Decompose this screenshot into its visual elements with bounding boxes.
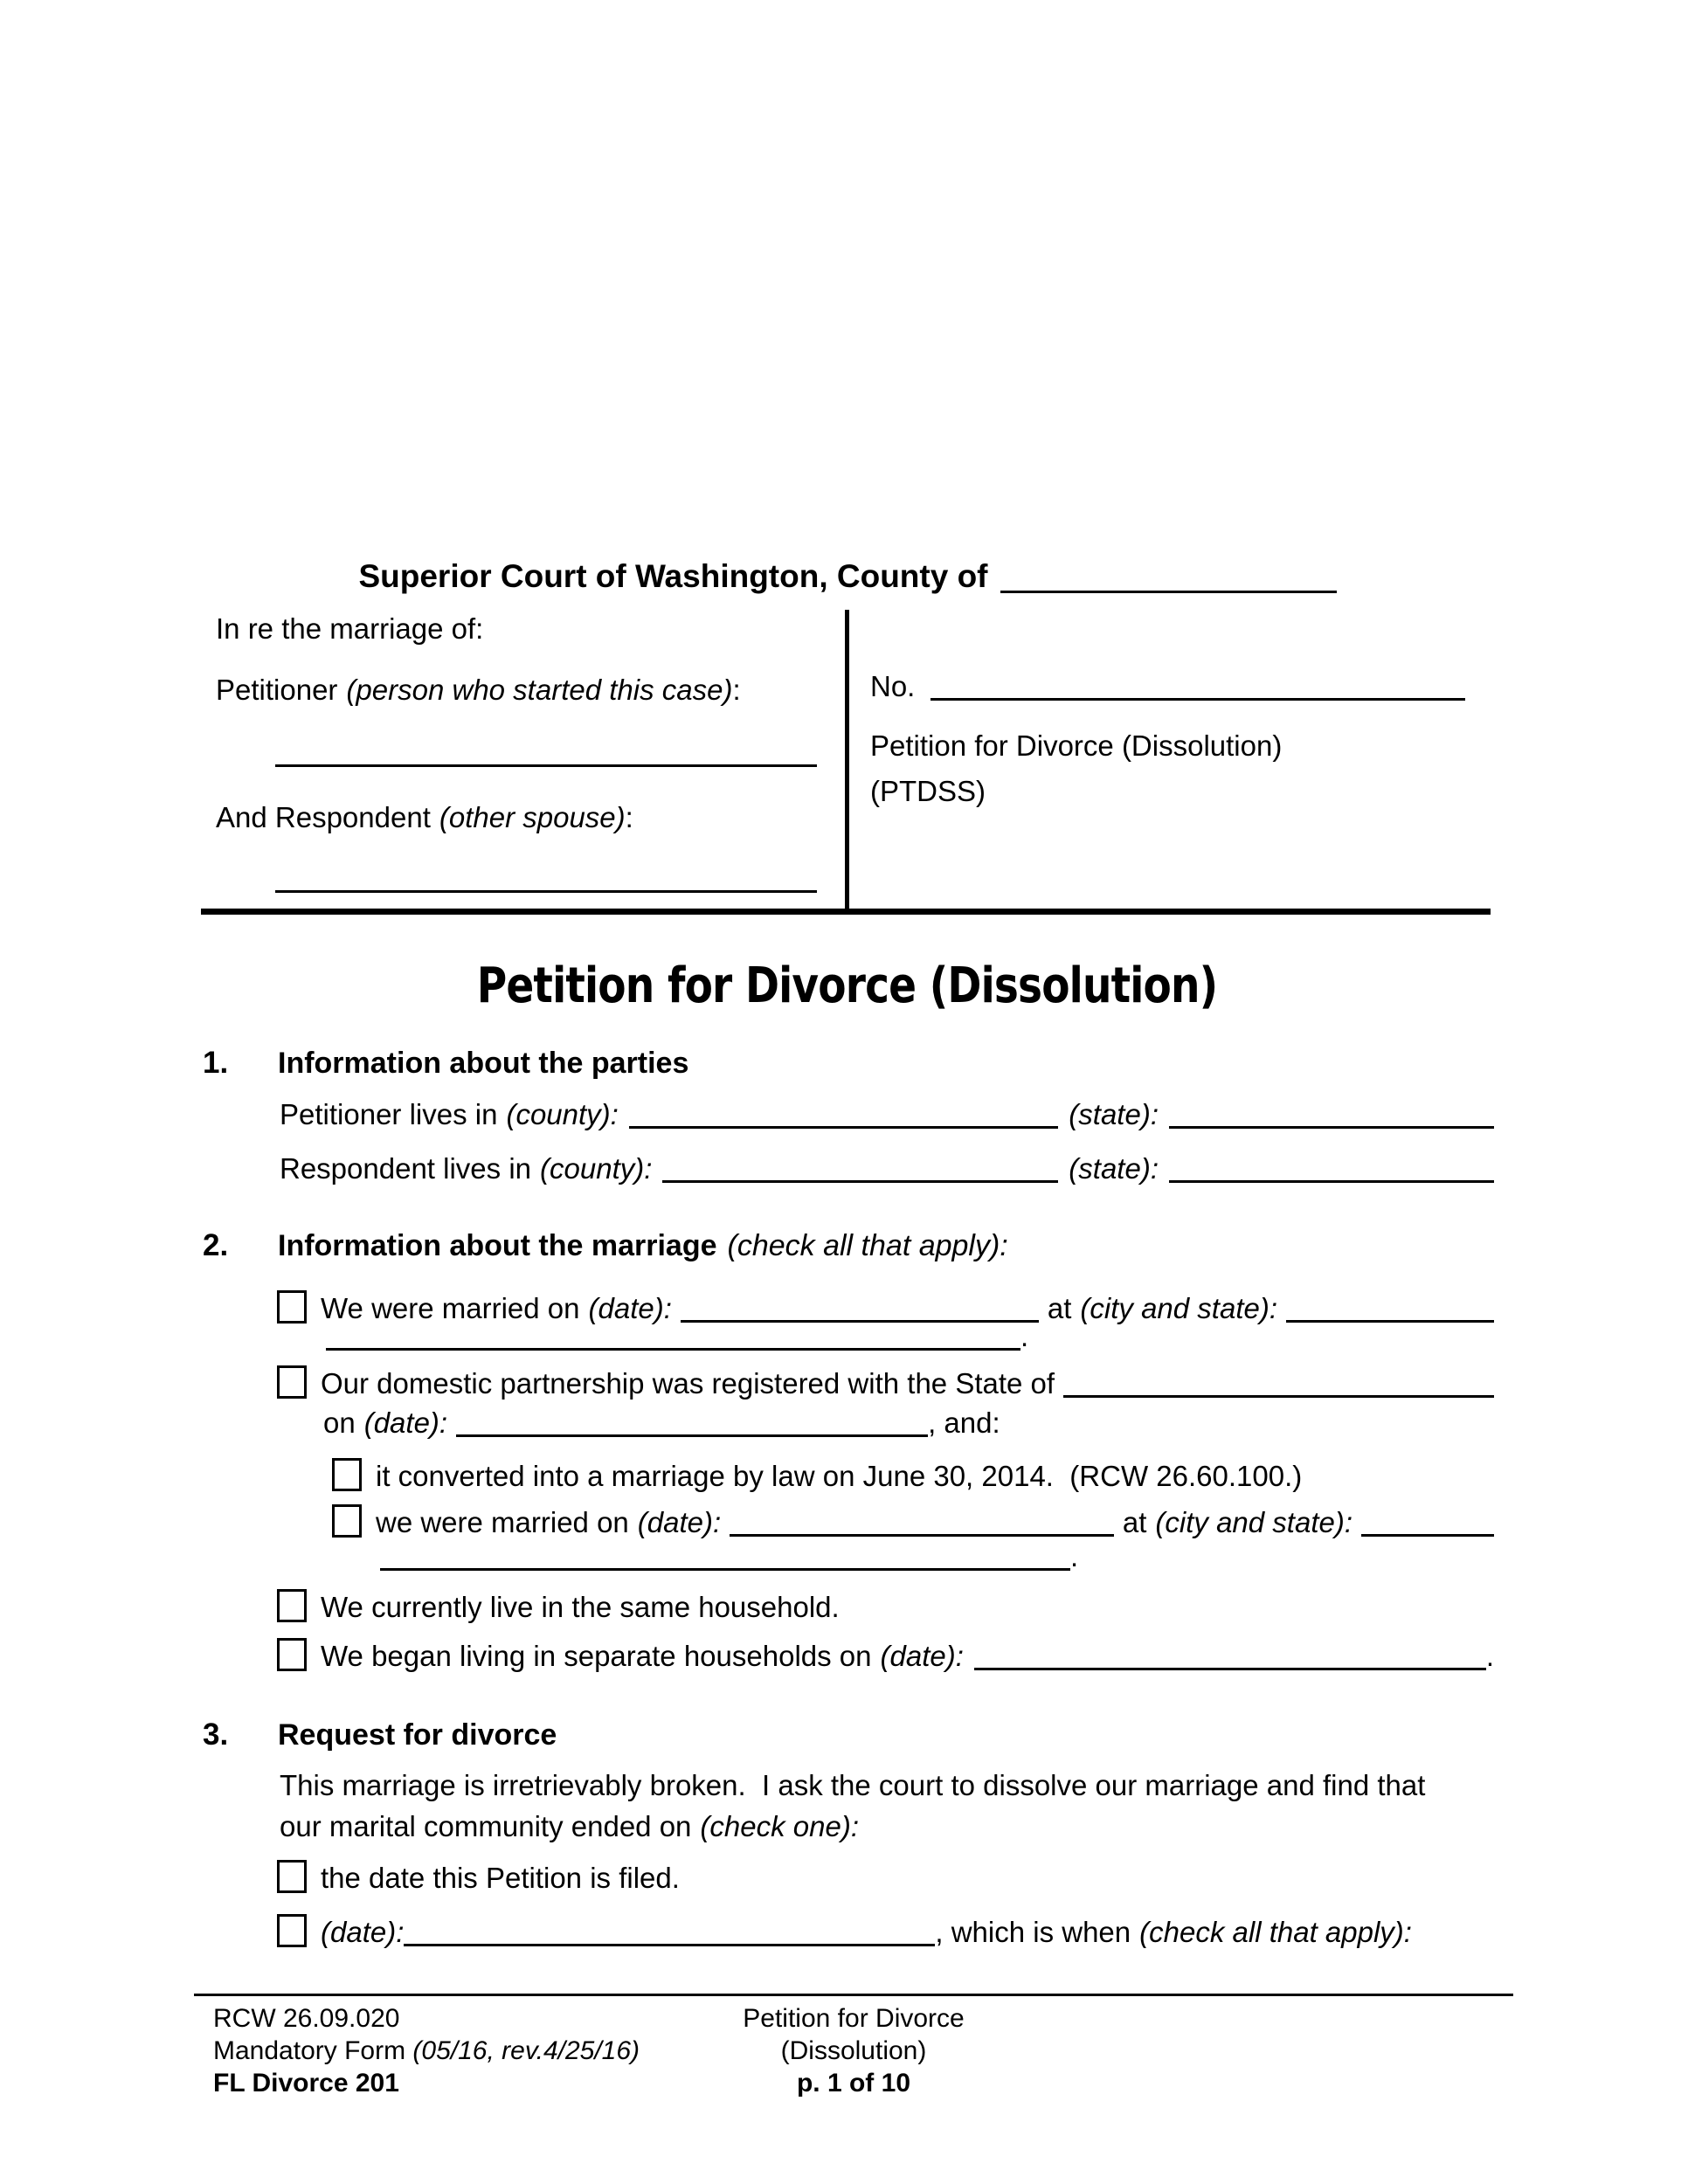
- request-divorce-paragraph: [201, 1765, 1433, 1847]
- same-household-row: [201, 1588, 1494, 1627]
- respondent-label: And Respondent: [216, 801, 431, 833]
- footer-center-block: [648, 2002, 1059, 2099]
- date-filed-row: [201, 1859, 1494, 1897]
- domestic-partnership-row: [201, 1365, 1494, 1403]
- date-filed-label: the date this Petition is filed.: [321, 1862, 680, 1894]
- footer-mandatory-label: Mandatory Form: [213, 2036, 406, 2065]
- in-re-label: In re the marriage of:: [216, 612, 484, 645]
- page-title: Petition for Divorce (Dissolution): [477, 957, 1218, 1014]
- court-heading-row: [201, 556, 1494, 598]
- city-state-hint: (city and state):: [1155, 1506, 1352, 1538]
- separation-date-field[interactable]: [974, 1641, 1486, 1670]
- respondent-residence-row: [201, 1150, 1494, 1188]
- page-footer: [194, 1994, 1513, 2099]
- petitioner-state-field[interactable]: [1169, 1099, 1494, 1129]
- converted-marriage-checkbox[interactable]: [332, 1458, 362, 1491]
- section3-number: 3.: [203, 1717, 229, 1752]
- petitioner-colon: :: [732, 674, 741, 706]
- petitioner-county-field[interactable]: [629, 1099, 1058, 1129]
- footer-page-number: p. 1 of 10: [796, 2069, 911, 2098]
- footer-form-id: FL Divorce 201: [213, 2069, 399, 2098]
- section2-heading: Information about the marriage: [278, 1229, 717, 1262]
- sub-married-continuation-row: [201, 1538, 1494, 1576]
- sub-marriage-city-state-field-2[interactable]: [380, 1541, 1070, 1571]
- and-label: , and:: [928, 1406, 1000, 1439]
- on-label: on: [323, 1406, 356, 1439]
- end-date-field[interactable]: [404, 1917, 935, 1946]
- same-household-label: We currently live in the same household.: [321, 1591, 840, 1623]
- section1-heading: Information about the parties: [278, 1047, 689, 1080]
- caption-doc-title: Petition for Divorce (Dissolution): [870, 729, 1283, 762]
- paragraph-text: This marriage is irretrievably broken. I ask the court to dissolve our marriage and find that our marital community ended on: [280, 1769, 1434, 1842]
- married-on-continuation-row: [201, 1317, 1494, 1356]
- petitioner-label: Petitioner: [216, 674, 338, 706]
- respondent-hint: (other spouse): [439, 801, 626, 833]
- end-date-row: [201, 1913, 1494, 1952]
- partnership-lead-label: Our domestic partnership was registered with the State of: [321, 1367, 1055, 1400]
- section1-heading-row: [201, 1044, 1494, 1082]
- date-hint: (date):: [880, 1640, 964, 1672]
- check-one-hint: (check one):: [700, 1810, 859, 1842]
- at-label: at: [1047, 1292, 1072, 1324]
- in-re-line: [216, 610, 827, 648]
- respondent-county-field[interactable]: [662, 1153, 1058, 1183]
- petitioner-lives-label: Petitioner lives in: [280, 1098, 498, 1130]
- sub-marriage-date-field[interactable]: [730, 1507, 1114, 1537]
- section2-heading-hint: (check all that apply):: [727, 1229, 1008, 1262]
- period: .: [1020, 1320, 1029, 1352]
- same-household-checkbox[interactable]: [277, 1589, 307, 1622]
- date-filed-checkbox[interactable]: [277, 1860, 307, 1893]
- section2-number: 2.: [203, 1228, 229, 1262]
- separate-households-checkbox[interactable]: [277, 1638, 307, 1671]
- county-hint: (county):: [506, 1098, 619, 1130]
- sub-marriage-city-state-field[interactable]: [1361, 1507, 1494, 1537]
- sub-we-were-married-checkbox[interactable]: [332, 1504, 362, 1538]
- section2-heading-row: [201, 1227, 1494, 1265]
- partnership-date-row: [201, 1404, 1494, 1442]
- county-hint: (county):: [540, 1152, 653, 1185]
- case-number-field[interactable]: [930, 671, 1465, 701]
- case-number-row: [870, 667, 1494, 706]
- marriage-city-state-field-2[interactable]: [326, 1321, 1020, 1351]
- domestic-partnership-checkbox[interactable]: [277, 1365, 307, 1399]
- petitioner-residence-row: [201, 1095, 1494, 1134]
- section3-heading: Request for divorce: [278, 1718, 557, 1752]
- date-hint: (date):: [637, 1506, 722, 1538]
- date-hint: (date):: [363, 1406, 448, 1439]
- separate-lead-label: We began living in separate households on: [321, 1640, 872, 1672]
- period: .: [1070, 1540, 1079, 1572]
- end-date-checkbox[interactable]: [277, 1914, 307, 1947]
- married-lead-label: We were married on: [321, 1292, 580, 1324]
- state-hint: (state):: [1069, 1152, 1159, 1185]
- court-heading-label: Superior Court of Washington, County of: [358, 558, 988, 594]
- respondent-state-field[interactable]: [1169, 1153, 1494, 1183]
- period: .: [1485, 1640, 1494, 1672]
- petitioner-name-field[interactable]: [275, 741, 817, 767]
- partnership-date-field[interactable]: [456, 1407, 928, 1437]
- footer-revision: (05/16, rev.4/25/16): [412, 2036, 640, 2065]
- city-state-hint: (city and state):: [1080, 1292, 1277, 1324]
- check-all-hint: (check all that apply):: [1139, 1916, 1412, 1948]
- section3-heading-row: [201, 1716, 1494, 1754]
- footer-rcw: RCW 26.09.020: [213, 2004, 400, 2033]
- county-name-field[interactable]: [1000, 560, 1337, 593]
- section1-number: 1.: [203, 1046, 229, 1080]
- at-label: at: [1122, 1506, 1147, 1538]
- footer-doc-title: Petition for Divorce: [743, 2004, 965, 2033]
- petitioner-line: [216, 671, 827, 709]
- sub-married-lead-label: we were married on: [376, 1506, 629, 1538]
- converted-marriage-label: it converted into a marriage by law on June 30, 2014. (RCW 26.60.100.): [376, 1460, 1303, 1492]
- case-number-label: No.: [870, 670, 916, 702]
- partnership-state-field[interactable]: [1063, 1368, 1494, 1398]
- separate-households-row: [201, 1637, 1494, 1676]
- footer-doc-subtitle: (Dissolution): [780, 2036, 927, 2065]
- case-caption: [201, 610, 1494, 912]
- respondent-line: [216, 798, 827, 837]
- caption-divider-rule: [201, 909, 1491, 915]
- respondent-name-field[interactable]: [275, 867, 817, 893]
- petitioner-hint: (person who started this case): [346, 674, 733, 706]
- date-hint: (date):: [588, 1292, 672, 1324]
- form-content: [201, 0, 1494, 2184]
- caption-doc-code: (PTDSS): [870, 775, 986, 807]
- caption-right-column: [845, 610, 1494, 912]
- caption-left-column: [201, 610, 845, 912]
- converted-marriage-row: [201, 1457, 1494, 1496]
- sub-married-on-row: [201, 1503, 1494, 1542]
- date-hint: (date):: [321, 1916, 405, 1948]
- which-is-when-label: , which is when: [935, 1916, 1131, 1948]
- respondent-colon: :: [625, 801, 633, 833]
- respondent-lives-label: Respondent lives in: [280, 1152, 532, 1185]
- state-hint: (state):: [1069, 1098, 1159, 1130]
